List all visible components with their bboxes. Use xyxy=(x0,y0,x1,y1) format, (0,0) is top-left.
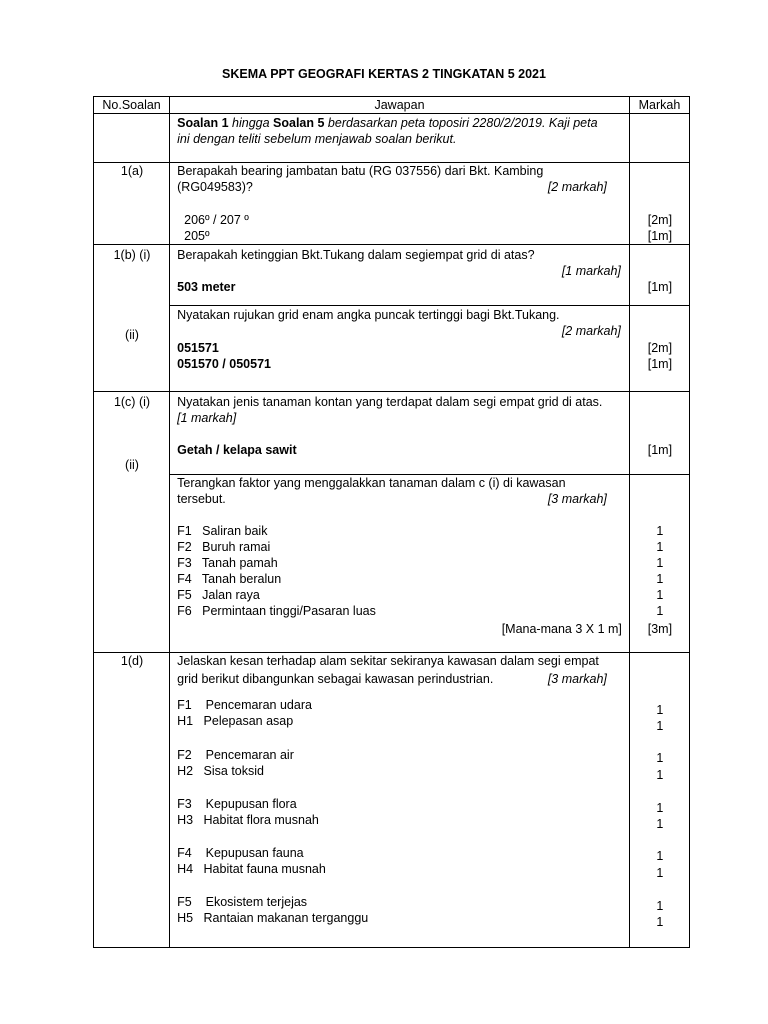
effect-item: F2 Pencemaran air xyxy=(177,748,294,762)
answer-text: 206º / 207 º xyxy=(184,213,249,227)
mark-value: 1 xyxy=(656,915,664,929)
effect-item: H3 Habitat flora musnah xyxy=(177,813,319,827)
marks-note: [2 markah] xyxy=(547,180,607,194)
mark-value: [1m] xyxy=(647,443,673,457)
marks-note: [3 markah] xyxy=(547,672,607,686)
header-row xyxy=(94,97,690,114)
factor-item: F3 Tanah pamah xyxy=(177,555,278,570)
answer-text: 503 meter xyxy=(177,280,236,294)
question-label: 1(a) xyxy=(120,164,144,178)
question-1a-row xyxy=(94,163,690,245)
question-label: (ii) xyxy=(125,328,139,342)
question-text: grid berikut dibangunkan sebagai kawasan perindustrian. xyxy=(177,672,494,686)
mark-value: [1m] xyxy=(647,356,673,371)
mark-value: 1 xyxy=(656,751,664,765)
mark-value: [1m] xyxy=(647,229,673,243)
mark-value: 1 xyxy=(656,703,664,717)
question-label: 1(b) (i) xyxy=(113,248,151,262)
answer-scheme-table xyxy=(93,96,690,948)
effect-item: H2 Sisa toksid xyxy=(177,764,264,778)
marks-note: [1 markah] xyxy=(177,411,237,425)
mark-value: 1 xyxy=(656,555,664,570)
intro-row xyxy=(94,114,690,163)
mark-value: 1 xyxy=(656,849,664,863)
question-1c-ii-row xyxy=(94,474,690,653)
mark-value: [1m] xyxy=(647,280,673,294)
factor-item: F6 Permintaan tinggi/Pasaran luas xyxy=(177,603,376,618)
question-text: tersebut. xyxy=(177,491,226,506)
mark-value: 1 xyxy=(656,571,664,586)
factor-item: F1 Saliran baik xyxy=(177,523,268,538)
effect-item: F4 Kepupusan fauna xyxy=(177,846,304,860)
intro-text: Soalan 1 hingga Soalan 5 berdasarkan peta toposiri 2280/2/2019. Kaji peta ini dengan teliti sebelum menjawab soalan berikut. xyxy=(170,114,630,163)
mark-value: 1 xyxy=(656,801,664,815)
question-1b-ii-row xyxy=(94,305,690,392)
question-1d-row xyxy=(94,653,690,948)
effect-item: H4 Habitat fauna musnah xyxy=(177,862,326,876)
marks-note: [3 markah] xyxy=(547,491,607,506)
effect-item: F1 Pencemaran udara xyxy=(177,698,312,712)
header-answer: Jawapan xyxy=(170,97,630,114)
mark-value: 1 xyxy=(656,603,664,618)
mark-value: [2m] xyxy=(647,340,673,355)
header-marks: Markah xyxy=(629,97,689,114)
question-label: 1(c) (i) xyxy=(113,395,151,409)
question-text: Nyatakan jenis tanaman kontan yang terdapat dalam segi empat grid di atas. xyxy=(177,395,603,409)
factor-item: F2 Buruh ramai xyxy=(177,539,271,554)
answer-text: 205º xyxy=(184,229,210,243)
mark-value: 1 xyxy=(656,539,664,554)
factor-item: F4 Tanah beralun xyxy=(177,571,282,586)
question-text: Nyatakan rujukan grid enam angka puncak tertinggi bagi Bkt.Tukang. xyxy=(177,307,560,322)
question-text: (RG049583)? xyxy=(177,180,253,194)
mark-value: 1 xyxy=(656,523,664,538)
page-title: SKEMA PPT GEOGRAFI KERTAS 2 TINGKATAN 5 2021 xyxy=(222,67,546,81)
answer-text: 051570 / 050571 xyxy=(177,356,271,371)
mark-value: [2m] xyxy=(647,213,673,227)
marks-note: [1 markah] xyxy=(561,264,621,278)
effect-item: F5 Ekosistem terjejas xyxy=(177,895,308,909)
question-label: 1(d) xyxy=(120,654,144,668)
mark-value: 1 xyxy=(656,817,664,831)
mark-value: 1 xyxy=(656,587,664,602)
factor-item: F5 Jalan raya xyxy=(177,587,260,602)
effect-item: F3 Kepupusan flora xyxy=(177,797,297,811)
marks-note: [2 markah] xyxy=(561,323,621,338)
mark-value: 1 xyxy=(656,899,664,913)
question-text: Berapakah bearing jambatan batu (RG 037556) dari Bkt. Kambing xyxy=(177,164,544,178)
question-1c-i-row xyxy=(94,392,690,475)
question-1b-i-row xyxy=(94,245,690,306)
mark-value: 1 xyxy=(656,866,664,880)
question-text: Terangkan faktor yang menggalakkan tanaman dalam c (i) di kawasan xyxy=(177,475,566,490)
answer-text: 051571 xyxy=(177,340,219,355)
question-label: (ii) xyxy=(125,458,139,472)
effect-item: H1 Pelepasan asap xyxy=(177,714,294,728)
mark-value: 1 xyxy=(656,768,664,782)
header-question-no: No.Soalan xyxy=(94,97,170,114)
question-text: Jelaskan kesan terhadap alam sekitar sekiranya kawasan dalam segi empat xyxy=(177,654,599,668)
mark-total: [3m] xyxy=(647,621,673,636)
marks-summary: [Mana-mana 3 X 1 m] xyxy=(501,621,622,636)
mark-value: 1 xyxy=(656,719,664,733)
question-text: Berapakah ketinggian Bkt.Tukang dalam segiempat grid di atas? xyxy=(177,248,535,262)
answer-text: Getah / kelapa sawit xyxy=(177,443,297,457)
effect-item: H5 Rantaian makanan terganggu xyxy=(177,911,369,925)
